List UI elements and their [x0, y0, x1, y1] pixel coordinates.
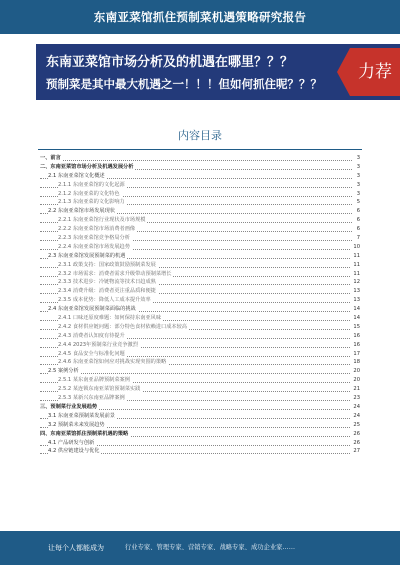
toc-entry[interactable]	[40, 430, 360, 439]
toc-entry-page: 14	[353, 306, 360, 313]
toc-entry-text: 2.1.2 东南亚菜的文化特色	[58, 190, 120, 197]
toc-entry[interactable]	[40, 216, 360, 225]
toc-entry-text: 2.3.3 技术进步：冷链物流等技术日趋成熟	[58, 279, 156, 286]
toc-entry-page: 27	[353, 448, 360, 455]
toc-entry-text: 2.2.3 东南亚菜馆竞争格局分析	[58, 235, 130, 242]
toc-entry-page: 3	[356, 190, 360, 197]
toc-entry-text: 2.1.3 东南亚菜的文化影响力	[58, 199, 125, 206]
toc-entry-text: 2.4.2 食材供应链问题：部分特色食材依赖进口成本较高	[58, 323, 187, 330]
toc-entry[interactable]	[40, 270, 360, 279]
toc-entry-page: 26	[353, 439, 360, 446]
toc-entry[interactable]	[40, 341, 360, 350]
toc-entry-page: 6	[356, 217, 360, 224]
toc-entry[interactable]	[40, 252, 360, 261]
toc-entry[interactable]	[40, 243, 360, 252]
toc-entry-text: 2.3.5 成本优势：降低人工成本提升效率	[58, 297, 151, 304]
toc-entry-page: 21	[353, 386, 360, 393]
toc-entry-page: 7	[356, 235, 360, 242]
toc-entry[interactable]	[40, 261, 360, 270]
toc-entry-text: 2.5 案例分析	[48, 368, 79, 375]
toc-entry-text: 四、东南亚菜馆抓住预制菜机遇的策略	[40, 430, 129, 437]
toc-entry-text: 2.4.1 口味还原度难题：如何保持东南亚风味	[58, 315, 162, 322]
toc-entry[interactable]	[40, 207, 360, 216]
toc-entry-page: 12	[353, 279, 360, 286]
toc-entry-text: 2.2.4 东南亚菜馆市场发展趋势	[58, 243, 130, 250]
recommend-badge: 力荐	[350, 48, 400, 96]
toc-entry-page: 6	[356, 226, 360, 233]
toc-entry-page: 15	[353, 323, 360, 330]
toc-entry-page: 14	[353, 315, 360, 322]
toc-leader-dots	[40, 367, 352, 374]
toc-entry-text: 4.1 产品研发与创新	[48, 439, 95, 446]
toc-entry-page: 3	[356, 172, 360, 179]
toc-entry[interactable]	[40, 163, 360, 172]
toc-entry[interactable]	[40, 394, 360, 403]
toc-entry[interactable]	[40, 278, 360, 287]
toc-divider	[38, 149, 362, 150]
toc-entry[interactable]	[40, 181, 360, 190]
toc-entry[interactable]	[40, 350, 360, 359]
toc-entry-page: 25	[353, 421, 360, 428]
toc-entry[interactable]	[40, 332, 360, 341]
toc-entry-page: 3	[356, 163, 360, 170]
toc-entry-text: 2.5.3 某新兴东南亚品牌案例	[58, 395, 125, 402]
toc-entry-page: 26	[353, 430, 360, 437]
toc-entry-text: 3.2 预制菜未来发展趋势	[48, 421, 105, 428]
toc-entry[interactable]	[40, 376, 360, 385]
toc-entry-text: 一、前言	[40, 155, 61, 161]
toc-entry-text: 2.2 东南亚菜馆市场发展现状	[48, 208, 115, 215]
toc-entry[interactable]	[40, 447, 360, 456]
toc-entry[interactable]	[40, 367, 360, 376]
toc-entry-page: 5	[356, 199, 360, 206]
toc-entry-page: 23	[353, 395, 360, 402]
toc-entry[interactable]	[40, 421, 360, 430]
toc-entry-text: 2.4.5 食品安全与标准化问题	[58, 350, 125, 357]
toc-entry-text: 2.3.1 政策支持：国家政策鼓励预制菜发展	[58, 261, 156, 268]
toc-title: 内容目录	[178, 129, 222, 142]
toc-entry-text: 三、预制菜行业发展趋势	[40, 403, 98, 410]
toc-entry[interactable]	[40, 305, 360, 314]
report-header-title: 东南亚菜馆抓住预制菜机遇策略研究报告	[93, 10, 307, 24]
toc-entry[interactable]	[40, 234, 360, 243]
toc-entry-text: 2.4.6 东南亚菜馆如何应对挑战实现突围的策略	[58, 359, 167, 366]
toc-entry-text: 二、东南亚菜馆市场分析及机遇发展分析	[40, 163, 134, 170]
toc-entry-text: 2.4.4 2023年预制菜行业竞争激烈	[58, 341, 138, 348]
toc-entry-page: 17	[353, 350, 360, 357]
toc-entry-text: 4.2 供应链建设与优化	[48, 448, 100, 455]
toc-entry[interactable]	[40, 314, 360, 323]
badge-arrow-shape	[337, 48, 350, 96]
toc-entry[interactable]	[40, 287, 360, 296]
toc-entry-page: 16	[353, 332, 360, 339]
toc-entry[interactable]	[40, 439, 360, 448]
toc-entry-text: 2.3.4 消费升级：消费者更注重品质和便捷	[58, 288, 156, 295]
toc-entry-text: 2.2.2 东南亚菜馆市场消费者画像	[58, 226, 136, 233]
banner-subline: 预制菜是其中最大机遇之一！！！但如何抓住呢？？？	[46, 77, 322, 91]
toc-entry-page: 11	[353, 261, 360, 268]
toc-entry-text: 2.1 东南亚菜馆文化概述	[48, 172, 105, 179]
toc-entry-page: 20	[353, 377, 360, 384]
toc-entry-page: 13	[353, 297, 360, 304]
table-of-contents	[40, 154, 360, 456]
toc-entry[interactable]	[40, 358, 360, 367]
toc-entry-page: 24	[353, 403, 360, 410]
toc-entry-text: 2.1.1 东南亚菜馆的文化起源	[58, 181, 125, 188]
toc-leader-dots	[40, 154, 352, 161]
toc-entry-text: 2.5.1 某东南亚品牌预制菜案例	[58, 377, 130, 384]
footer-roles: 行业专家、管理专家、营销专家、战略专家、成功企业家……	[125, 544, 296, 551]
toc-entry-page: 16	[353, 341, 360, 348]
footer-slogan: 让每个人都能成为	[48, 544, 104, 552]
toc-entry[interactable]	[40, 385, 360, 394]
toc-entry[interactable]	[40, 323, 360, 332]
toc-entry-page: 18	[353, 359, 360, 366]
toc-entry-page: 13	[353, 288, 360, 295]
toc-entry-page: 20	[353, 368, 360, 375]
toc-entry-text: 2.3.2 市场需求：消费者需求升级带动预制菜增长	[58, 270, 172, 277]
footer-bar	[0, 531, 400, 565]
toc-entry-text: 2.3 东南亚菜馆发展预制菜的机遇	[48, 252, 126, 259]
toc-entry-page: 10	[353, 243, 360, 250]
report-header-bar	[0, 0, 400, 34]
toc-entry[interactable]	[40, 403, 360, 412]
toc-entry-page: 11	[353, 252, 360, 259]
toc-entry-text: 2.4.3 消费者认知度有待提升	[58, 332, 125, 339]
toc-entry-text: 2.5.2 某连锁东南亚菜馆预制菜实践	[58, 386, 141, 393]
toc-entry-text: 2.2.1 东南亚菜馆行业现状及市场规模	[58, 217, 146, 224]
toc-entry-page: 6	[356, 208, 360, 215]
toc-entry[interactable]	[40, 296, 360, 305]
toc-entry[interactable]	[40, 198, 360, 207]
toc-entry-page: 3	[356, 155, 360, 161]
toc-entry[interactable]	[40, 412, 360, 421]
toc-entry[interactable]	[40, 190, 360, 199]
toc-entry[interactable]	[40, 172, 360, 181]
toc-entry-text: 3.1 东南亚菜预制菜发展前景	[48, 412, 115, 419]
toc-entry-page: 11	[353, 270, 360, 277]
toc-entry-text: 2.4 东南亚菜馆发展预制菜面临的挑战	[48, 306, 136, 313]
banner-headline: 东南亚菜馆市场分析及的机遇在哪里？？？	[46, 55, 294, 70]
toc-entry-page: 3	[356, 181, 360, 188]
toc-entry[interactable]	[40, 154, 360, 163]
toc-entry[interactable]	[40, 225, 360, 234]
toc-entry-page: 24	[353, 412, 360, 419]
